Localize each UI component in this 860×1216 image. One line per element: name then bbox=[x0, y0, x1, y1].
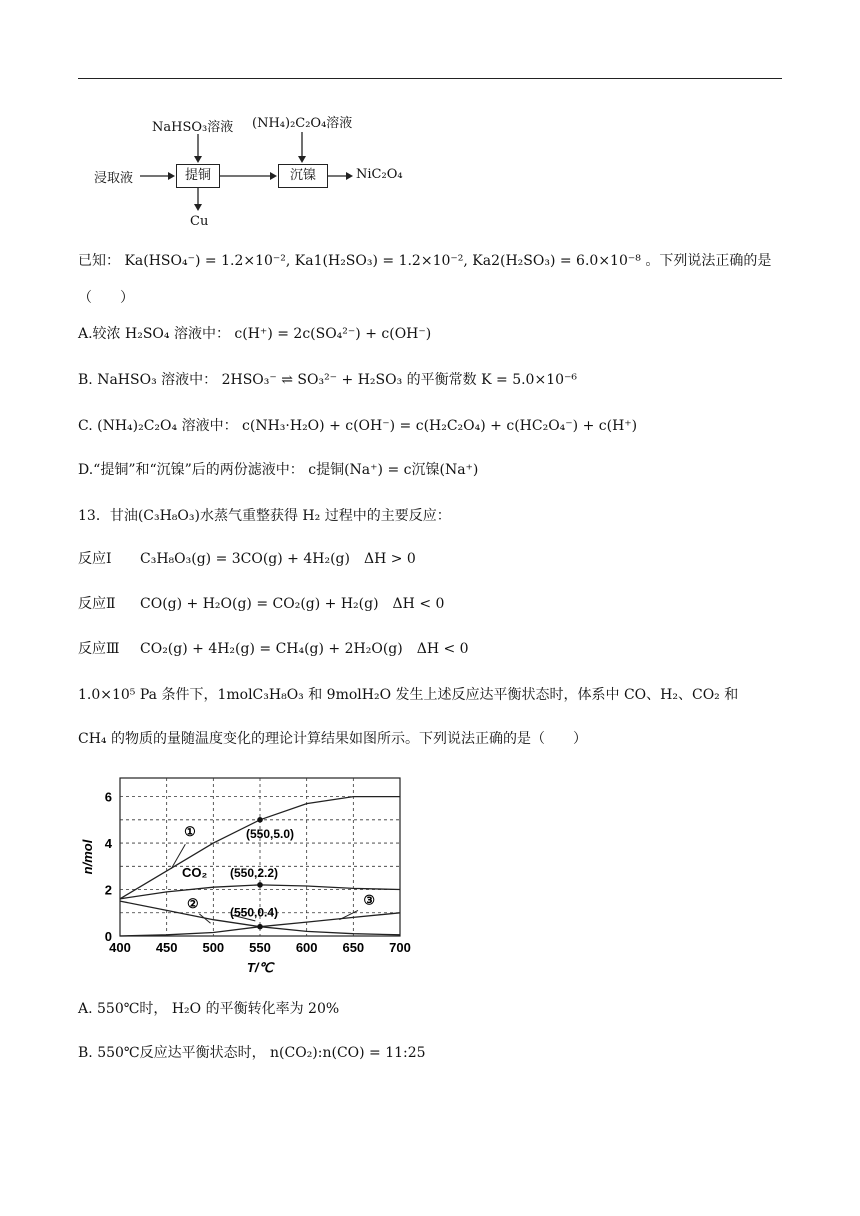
x-tick-label: 550 bbox=[249, 940, 271, 955]
equilibrium-chart bbox=[78, 770, 418, 980]
q12-option-d: D.“提铜”和“沉镍”后的两份滤液中： c提铜(Na⁺) = c沉镍(Na⁺) bbox=[78, 462, 479, 478]
y-tick-label: 6 bbox=[104, 789, 112, 805]
series-label: ③ bbox=[363, 892, 376, 908]
known-prefix: 已知： bbox=[78, 253, 120, 269]
reaction-3-equation: CO₂(g) + 4H₂(g) = CH₄(g) + 2H₂O(g) ΔH < 0 bbox=[140, 641, 469, 657]
series-label: CO₂ bbox=[182, 864, 208, 880]
reaction-1-equation: C₃H₈O₃(g) = 3CO(g) + 4H₂(g) ΔH > 0 bbox=[140, 551, 416, 567]
y-tick-label: 4 bbox=[104, 836, 112, 852]
reaction-2-name: 反应Ⅱ bbox=[78, 596, 116, 612]
data-label: (550,0.4) bbox=[230, 905, 279, 920]
data-point-550-1 bbox=[257, 882, 263, 888]
product-label: NiC₂O₄ bbox=[356, 167, 403, 182]
process-flowchart bbox=[90, 108, 430, 238]
y-tick-label: 2 bbox=[104, 882, 112, 898]
q12-answer-paren: （ ） bbox=[78, 290, 134, 306]
reagent-nahso3-label: NaHSO₃溶液 bbox=[152, 120, 234, 135]
reaction-3 bbox=[78, 638, 469, 660]
data-label: (550,2.2) bbox=[230, 865, 279, 880]
q13-option-b: B. 550℃反应达平衡状态时， n(CO₂):n(CO) = 11:25 bbox=[78, 1045, 426, 1061]
x-tick-label: 500 bbox=[202, 940, 225, 955]
x-tick-label: 650 bbox=[342, 940, 365, 955]
chart-svg bbox=[78, 770, 418, 980]
q12-option-c: C. (NH₄)₂C₂O₄ 溶液中： c(NH₃·H₂O) + c(OH⁻) = c(H₂C₂O₄) + c(HC₂O₄⁻) + c(H⁺) bbox=[78, 418, 638, 434]
data-point-550-0 bbox=[257, 817, 263, 823]
reaction-2-equation: CO(g) + H₂O(g) = CO₂(g) + H₂(g) ΔH < 0 bbox=[140, 596, 445, 612]
nickel-precipitation-box: 沉镍 bbox=[278, 164, 328, 188]
reaction-2 bbox=[78, 593, 444, 615]
header-rule bbox=[78, 78, 782, 79]
q13-condition-1: 1.0×10⁵ Pa 条件下，1molC₃H₈O₃ 和 9molH₂O 发生上述反应达平衡状态时，体系中 CO、H₂、CO₂ 和 bbox=[78, 687, 739, 703]
series-label: ① bbox=[184, 824, 196, 840]
y-tick-label: 0 bbox=[104, 929, 112, 944]
q12-option-a: A.较浓 H₂SO₄ 溶液中： c(H⁺) = 2c(SO₄²⁻) + c(OH⁻) bbox=[78, 326, 432, 342]
reaction-1-name: 反应Ⅰ bbox=[78, 551, 112, 567]
reagent-oxalate-label: (NH₄)₂C₂O₄溶液 bbox=[252, 116, 353, 131]
y-axis-label: n/mol bbox=[80, 839, 95, 875]
input-leachate-label: 浸取液 bbox=[94, 171, 134, 186]
known-constants: Ka(HSO₄⁻) = 1.2×10⁻², Ka1(H₂SO₃) = 1.2×10⁻², Ka2(H₂SO₃) = 6.0×10⁻⁸ bbox=[124, 253, 641, 269]
data-label: (550,5.0) bbox=[246, 826, 295, 841]
q13-stem: 13．甘油(C₃H₈O₃)水蒸气重整获得 H₂ 过程中的主要反应： bbox=[78, 508, 451, 524]
x-tick-label: 700 bbox=[389, 940, 411, 955]
copper-extraction-box: 提铜 bbox=[176, 164, 220, 188]
data-point-550-2 bbox=[257, 924, 263, 930]
q12-known-line bbox=[78, 250, 782, 272]
q13-option-a: A. 550℃时， H₂O 的平衡转化率为 20% bbox=[78, 1001, 340, 1017]
series-label: ② bbox=[186, 896, 199, 912]
reaction-1 bbox=[78, 548, 416, 570]
byproduct-cu-label: Cu bbox=[190, 214, 209, 229]
q12-option-b: B. NaHSO₃ 溶液中： 2HSO₃⁻ ⇌ SO₃²⁻ + H₂SO₃ 的平衡常数 K = 5.0×10⁻⁶ bbox=[78, 372, 578, 388]
x-tick-label: 450 bbox=[155, 940, 178, 955]
x-axis-label: T/℃ bbox=[246, 960, 274, 975]
x-tick-label: 600 bbox=[295, 940, 318, 955]
q13-condition-2: CH₄ 的物质的量随温度变化的理论计算结果如图所示。下列说法正确的是（ ） bbox=[78, 731, 587, 747]
reaction-3-name: 反应Ⅲ bbox=[78, 641, 120, 657]
known-suffix: 。下列说法正确的是 bbox=[645, 253, 772, 269]
x-tick-label: 400 bbox=[109, 940, 131, 955]
